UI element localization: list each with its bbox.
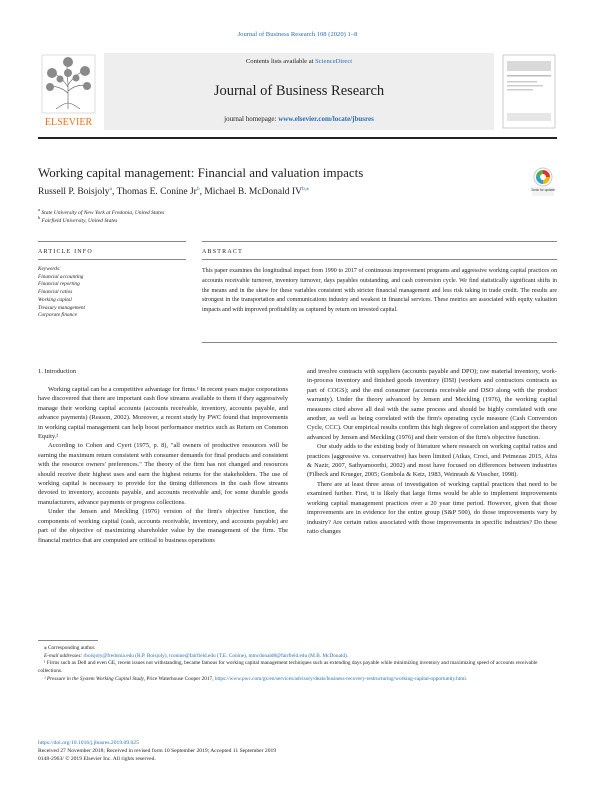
journal-cover-icon (501, 53, 557, 130)
paragraph: Under the Jensen and Meckling (1976) version of the firm's objective function, the components of working capital (cash, accounts receivable, inventory, and accounts payable) are part of the objective of maximizing shareholder value by the management of the firm. The financial metrics that are computed are critical to business operations (38, 508, 288, 544)
elsevier-tree-icon (38, 53, 99, 130)
affiliation-text: State University of New York at Fredonia, United States (41, 209, 165, 216)
left-column (38, 385, 288, 545)
elsevier-wordmark: ELSEVIER (44, 117, 93, 128)
footnotes (38, 645, 557, 684)
journal-title: Journal of Business Research (213, 83, 385, 99)
article-metadata (38, 739, 276, 764)
masthead-center (104, 53, 494, 130)
abstract-rule-top (202, 241, 557, 242)
article-info-heading: ARTICLE INFO (38, 249, 93, 255)
author-affiliation-mark[interactable]: b,⁎ (301, 186, 309, 192)
footnote-2-publisher: Price Waterhouse Cooper 2017, (146, 675, 215, 682)
copyright-line: 0148-2963/ © 2019 Elsevier Inc. All rights reserved. (38, 756, 156, 763)
corresponding-author-note: ⁎ Corresponding author. (44, 645, 96, 651)
abstract-heading: ABSTRACT (202, 249, 243, 255)
affiliation-mark: a (38, 207, 41, 212)
paragraph: Our study adds to the existing body of literature where research on working capital ratios and practices (aggressive vs. conservative) has been limited (Atkas, Croci, and Petmezas 2015, Afza & Nazir, 2007, Sathyamoorthi, 2002) and most have focused on differences between industries (Filbeck and Krueger, 2005; Gombola & Ketz, 1983, Weinraub & Visscher, 1998). (307, 443, 557, 479)
keyword: Treasury management (38, 304, 86, 311)
author-name[interactable]: Russell P. Boisjoly (38, 187, 110, 198)
paragraph: and involve contracts with suppliers (accounts payable and DPO); raw material inventory, work-in-process inventory and finished goods inventory (DSI) (workers and contractors contracts as part of COGS); and the end consumer (accounts receivable and DSO along with the product warranty). Under the theory advanced by Jensen and Meckling (1976), the working capital measures cited above all deal with the same process and should be highly correlated with one another, as well as being correlated with the firm's operating cycle measure (Cash Conversion Cycle, CCC). Our empirical results confirm this high degree of correlation and support the theory advanced by Jensen and Meckling (1976) and their version of the firm's objective function. (307, 368, 557, 441)
keyword: Financial accounting (38, 273, 84, 280)
contents-line (104, 58, 494, 65)
keywords-label: Keywords: (38, 266, 61, 272)
affiliation (38, 215, 117, 224)
footnote-rule (38, 640, 98, 641)
article-title: Working capital management: Financial and valuation impacts (38, 165, 364, 180)
author-affiliation-mark[interactable]: b (196, 186, 200, 192)
footnote-2-title: ² Pressure in the System Working Capital Study, (44, 675, 147, 682)
footnote-2 (38, 676, 557, 684)
author-name[interactable]: Thomas E. Conine Jr (116, 187, 197, 198)
keyword: Financial ratios (38, 289, 73, 296)
keyword: Working capital (38, 296, 72, 303)
homepage-line (104, 115, 494, 123)
homepage-prefix: journal homepage: (224, 115, 279, 123)
footnote-2-link[interactable]: https://www.pwc.com/gx/en/services/advisory/deals/business-recovery-restructuring/working-capital-opportunity.html. (214, 675, 468, 682)
author-affiliation-mark[interactable]: a (109, 186, 112, 192)
author-name[interactable]: Michael B. McDonald IV (204, 187, 302, 198)
email-addresses[interactable]: rboisjoly@fredonia.edu (R.P. Boisjoly), tconine@fairfield.edu (T.E. Conine), mmcdonald8@fairfield.edu (M.B. McDonald). (83, 652, 349, 659)
received-dates: Received 27 November 2018; Received in revised form 10 September 2019; Accepted 11 September 2019 (38, 748, 277, 755)
masthead-rule (38, 137, 557, 139)
email-label: E-mail addresses: (44, 652, 84, 659)
check-for-updates-badge[interactable] (531, 167, 555, 197)
right-column (307, 367, 557, 536)
abstract-text: This paper examines the longitudinal impact from 1990 to 2017 of continuous improvement programs and aggressive working capital practices on accounts receivable turnover, inventory turnover, days payables outstanding, and cash conversion cycle. We find statistically significant shifts in the means and in the skew for these variables consistent with stricter financial management and less risk taking in trade credit. The results are strongest in the transportation and communications industry and weakest in financial services. These metrics are associated with equity valuation impacts and with improved profitability as captured by return on invested capital. (202, 268, 557, 314)
check-updates-icon (531, 167, 555, 197)
paragraph: Working capital can be a competitive advantage for firms.¹ In recent years major corporations have discovered that there are important cash flow streams available to them if they aggressively manage their working capital accounts (accounts receivable, inventory, accounts payable, and advance payments) (Reason, 2002). Moreover, a recent study by PWC found that improvements in working capital management can help boost performance metrics such as Return on Common Equity.² (38, 386, 288, 441)
journal-reference[interactable]: Journal of Business Research 108 (2020) 1–8 (237, 31, 358, 38)
paragraph: There are at least three areas of investigation of working capital practices that need to be examined further. First, it is likely that large firms would be able to implement improvements working capital management practices over a 20 year time period. However, given that those improvements are in evidence for the entire group (S&P 500), do those improvements vary by industry? Are certain ratios associated with those improvements in specific industries? Do these ratio changes (307, 480, 557, 535)
abstract-rule-mid (202, 259, 557, 260)
keywords-block (38, 266, 85, 320)
abstract-rule-bottom (202, 342, 557, 343)
paragraph: According to Cohen and Cyert (1975, p. 8), "all owners of productive resources will be earning the maximum return consistent with consumer demands for final products and consistent with the resource owners' preferences." The theory of the firm has not changed and resources should receive their highest uses and earn the highest returns for the stakeholders. The use of working capital is necessary to provide for the timing differences in the cash flow streams devoted to inventory, accounts payable, and accounts receivable and, for some durable goods manufacturers, advance payments or progress collections. (38, 442, 288, 506)
journal-cover-thumbnail[interactable] (501, 53, 557, 130)
info-rule-mid (38, 259, 186, 260)
author-list: Russell P. Boisjoly$^a$, Thomas E. Conine Jr$^b$, Michael B. McDonald $IV^{b,⁎}$ (38, 186, 309, 198)
check-updates-label: Check for updates (531, 188, 555, 192)
elsevier-logo[interactable] (38, 53, 99, 130)
sciencedirect-link[interactable]: ScienceDirect (315, 58, 353, 65)
keyword: Corporate finance (38, 312, 77, 319)
section-heading: 1. Introduction (38, 368, 76, 375)
journal-masthead (38, 53, 557, 130)
doi-link[interactable]: https://doi.org/10.1016/j.jbusres.2019.09.025 (38, 740, 139, 746)
footnote-1: ¹ Firms such as Dell and even GE, recent issues not withstanding, became famous for working capital management techniques such as extending days payable while minimizing inventory and maximizing speed of accounts receivable collections. (38, 660, 538, 675)
homepage-link[interactable]: www.elsevier.com/locate/jbusres (278, 115, 374, 123)
keyword: Financial reporting (38, 281, 80, 288)
affiliation-text: Fairfield University, United States (41, 217, 118, 224)
info-rule-top (38, 241, 186, 242)
contents-prefix: Contents lists available at (245, 58, 316, 65)
affiliation-mark: b (38, 215, 41, 220)
